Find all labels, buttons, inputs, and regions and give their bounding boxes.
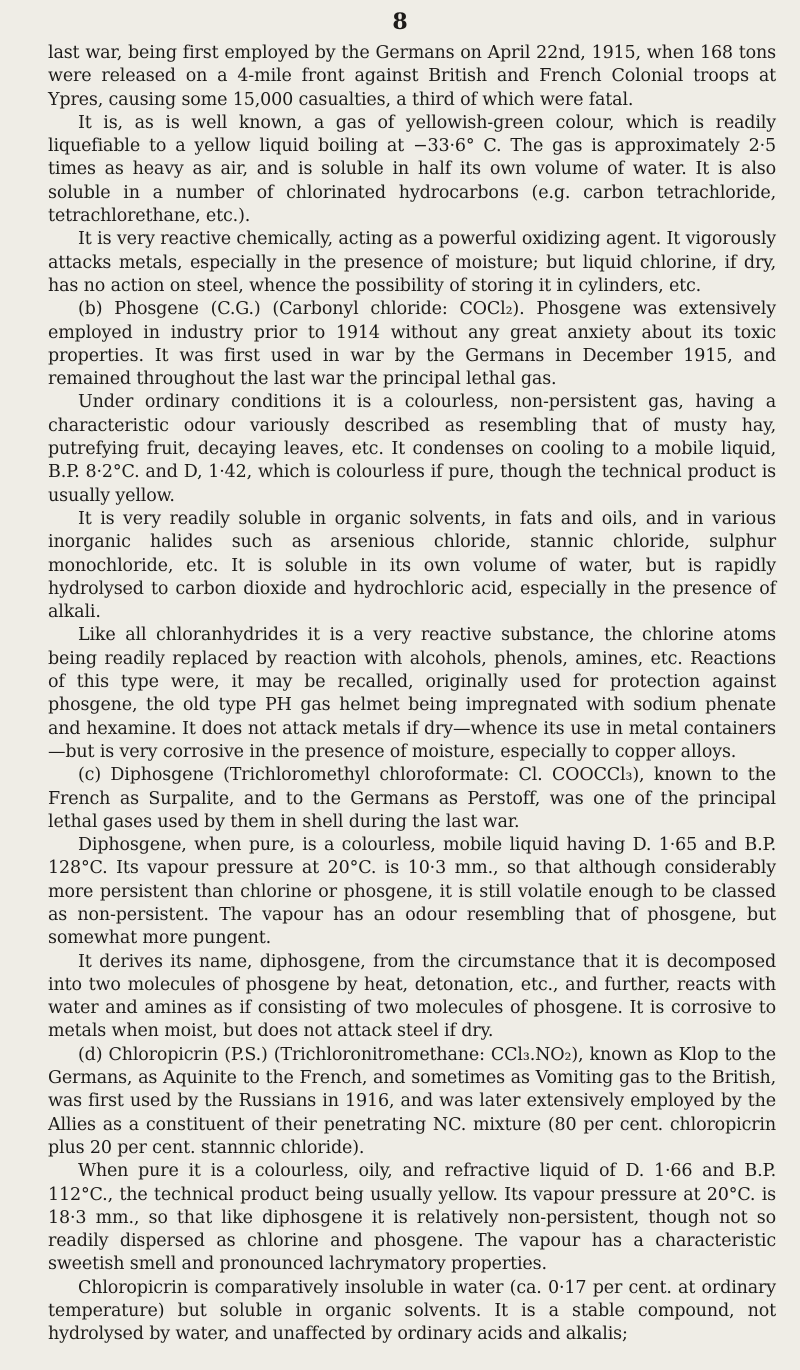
paragraph-diphosgene-name: It derives its name, diphosgene, from the circumstance that it is decomposed into two molecules of phosgene by heat, detonation, etc., and further, reacts with water and amines as if consisting of two molecules of phosgene. It is corrosive to metals when moist, but does not attack steel if dry. [48,951,776,1042]
body-text [48,42,776,1347]
page-number: 8 [392,9,408,35]
paragraph-chlorine-properties: It is, as is well known, a gas of yellowish-green colour, which is readily liquefiable to a yellow liquid boiling at −33·6° C. The gas is approximately 2·5 times as heavy as air, and is soluble in half its own volume of water. It is also soluble in a number of chlorinated hydrocarbons (e.g. carbon tetrachloride, tetrachlorethane, etc.). [48,112,776,227]
paragraph-chlorine-reactivity: It is very reactive chemically, acting as a powerful oxidizing agent. It vigorously attacks metals, especially in the presence of moisture; but liquid chlorine, if dry, has no action on steel, whence the possibility of storing it in cylinders, etc. [48,229,776,296]
paragraph-chloropicrin-intro: (d) Chloropicrin (P.S.) (Trichloronitromethane: CCl₃.NO₂), known as Klop to the Germans, as Aquinite to the French, and sometimes as Vomiting gas to the British, was first used by the Russians in 1916, and was later extensively employed by the Allies as a constituent of their penetrating NC. mixture (80 per cent. chloropicrin plus 20 per cent. stannnic chloride). [48,1044,776,1158]
paragraph-phosgene-solubility: It is very readily soluble in organic solvents, in fats and oils, and in various inorganic halides such as arsenious chloride, stannic chloride, sulphur monochloride, etc. It is soluble in its own volume of water, but is rapidly hydrolysed to carbon dioxide and hydrochloric acid, especially in the presence of alkali. [48,508,776,623]
paragraph-phosgene-physical: Under ordinary conditions it is a colourless, non-persistent gas, having a characteristic odour variously described as resembling that of musty hay, putrefying fruit, decaying leaves, etc. It condenses on cooling to a mobile liquid, B.P. 8·2°C. and D, 1·42, which is colourless if pure, though the technical product is usually yellow. [48,392,776,506]
paragraph-diphosgene-physical: Diphosgene, when pure, is a colourless, mobile liquid having D. 1·65 and B.P. 128°C. Its vapour pressure at 20°C. is 10·3 mm., so that although considerably more persistent than chlorine or phosgene, it is still volatile enough to be classed as non-persistent. The vapour has an odour resembling that of phosgene, but somewhat more pungent. [48,835,776,949]
paragraph-chloropicrin-solubility: Chloropicrin is comparatively insoluble in water (ca. 0·17 per cent. at ordinary temperature) but soluble in organic solvents. It is a stable compound, not hydrolysed by water, and unaffected by ordinary acids and alkalis; [48,1277,776,1345]
paragraph-chloropicrin-physical: When pure it is a colourless, oily, and refractive liquid of D. 1·66 and B.P. 112°C., the technical product being usually yellow. Its vapour pressure at 20°C. is 18·3 mm., so that like diphosgene it is relatively non-persistent, though not so readily dispersed as chlorine and phosgene. The vapour has a characteristic sweetish smell and pronounced lachrymatory properties. [48,1161,776,1275]
paragraph-diphosgene-intro: (c) Diphosgene (Trichloromethyl chloroformate: Cl. COOCCl₃), known to the French as Surpalite, and to the Germans as Perstoff, was one of the principal lethal gases used by them in shell during the last war. [48,765,776,832]
paragraph-chlorine-history: last war, being first employed by the Germans on April 22nd, 1915, when 168 tons were released on a 4-mile front against British and French Colonial troops at Ypres, causing some 15,000 casualties, a third of which were fatal. [48,43,776,110]
paragraph-phosgene-reactivity: Like all chloranhydrides it is a very reactive substance, the chlorine atoms being readily replaced by reaction with alcohols, phenols, amines, etc. Reactions of this type were, it may be recalled, originally used for protection against phosgene, the old type PH gas helmet being impregnated with sodium phenate and hexamine. It does not attack metals if dry—whence its use in metal containers—but is very corrosive in the presence of moisture, especially to copper alloys. [48,625,776,762]
paragraph-phosgene-intro: (b) Phosgene (C.G.) (Carbonyl chloride: COCl₂). Phosgene was extensively employed in industry prior to 1914 without any great anxiety about its toxic properties. It was first used in war by the Germans in December 1915, and remained throughout the last war the principal lethal gas. [48,299,776,390]
